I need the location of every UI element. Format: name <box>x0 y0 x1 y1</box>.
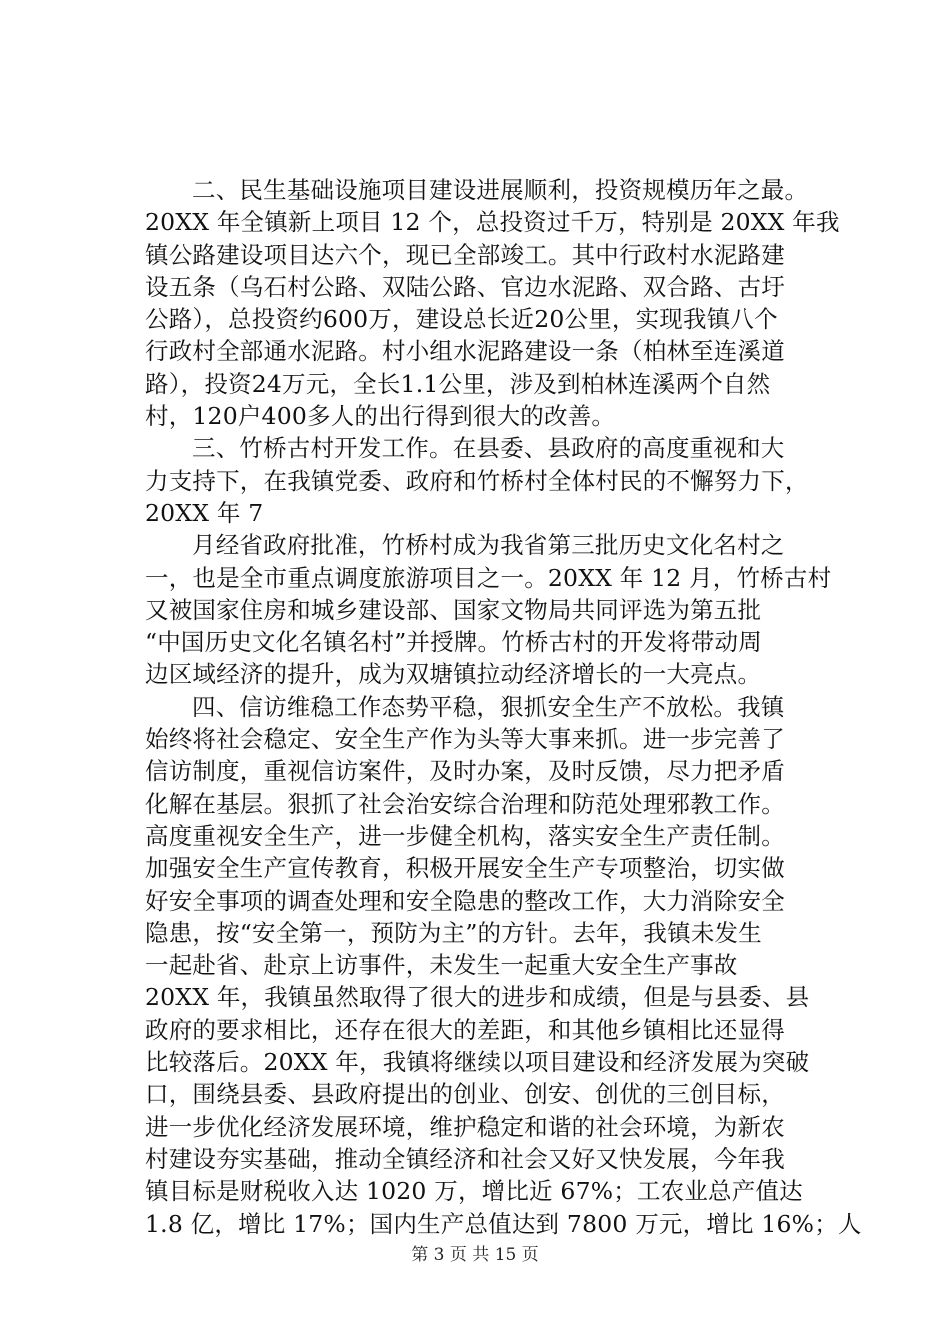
document-body <box>145 174 862 1240</box>
paragraph-line: 四、信访维稳工作态势平稳，狠抓安全生产不放松。我镇 <box>192 692 785 721</box>
paragraph-line: 20XX 年 7 <box>145 498 264 527</box>
paragraph-line: 三、竹桥古村开发工作。在县委、县政府的高度重视和大 <box>192 434 785 463</box>
paragraph-line: 口，围绕县委、县政府提出的创业、创安、创优的三创目标， <box>145 1080 785 1109</box>
paragraph-line: 村，120户400多人的出行得到很大的改善。 <box>145 402 616 431</box>
paragraph-line: 进一步优化经济发展环境，维护稳定和谐的社会环境，为新农 <box>145 1112 785 1141</box>
paragraph-line: 二、民生基础设施项目建设进展顺利，投资规模历年之最。 <box>192 176 809 204</box>
paragraph-line: 隐患，按“安全第一，预防为主”的方针。去年，我镇未发生 <box>145 918 762 947</box>
paragraph-line: 一，也是全市重点调度旅游项目之一。20XX 年 12 月，竹桥古村 <box>145 563 832 592</box>
paragraph-line: 政府的要求相比，还存在很大的差距，和其他乡镇相比还显得 <box>145 1015 785 1044</box>
paragraph-line: 月经省政府批准，竹桥村成为我省第三批历史文化名村之 <box>192 531 785 560</box>
paragraph-line: 路），投资24万元，全长1.1公里，涉及到柏林连溪两个自然 <box>145 369 771 398</box>
paragraph-line: 好安全事项的调查处理和安全隐患的整改工作，大力消除安全 <box>145 886 785 915</box>
paragraph-line: 行政村全部通水泥路。村小组水泥路建设一条（柏林至连溪道 <box>145 337 785 366</box>
paragraph-line: 始终将社会稳定、安全生产作为头等大事来抓。进一步完善了 <box>145 725 785 754</box>
paragraph-line: “中国历史文化名镇名村”并授牌。竹桥古村的开发将带动周 <box>145 628 762 657</box>
paragraph-line: 力支持下，在我镇党委、政府和竹桥村全体村民的不懈努力下， <box>145 466 809 495</box>
paragraph-line: 设五条（乌石村公路、双陆公路、官边水泥路、双合路、古圩 <box>145 272 785 301</box>
paragraph-line: 20XX 年，我镇虽然取得了很大的进步和成绩，但是与县委、县 <box>145 983 810 1012</box>
paragraph-line: 镇公路建设项目达六个，现已全部竣工。其中行政村水泥路建 <box>145 240 785 269</box>
paragraph-line: 1.8 亿，增比 17%；国内生产总值达到 7800 万元，增比 16%；人 <box>145 1209 862 1238</box>
paragraph-line: 比较落后。20XX 年，我镇将继续以项目建设和经济发展为突破 <box>145 1048 810 1077</box>
paragraph-line: 化解在基层。狠抓了社会治安综合治理和防范处理邪教工作。 <box>145 789 785 818</box>
page-footer <box>0 1244 950 1266</box>
paragraph-line: 加强安全生产宣传教育，积极开展安全生产专项整治，切实做 <box>145 854 785 883</box>
paragraph-line: 边区域经济的提升，成为双塘镇拉动经济增长的一大亮点。 <box>145 660 762 689</box>
paragraph-line: 村建设夯实基础，推动全镇经济和社会又好又快发展，今年我 <box>145 1144 785 1173</box>
page-number-label: 第 3 页 共 15 页 <box>411 1245 539 1265</box>
paragraph-line: 一起赴省、赴京上访事件，未发生一起重大安全生产事故 <box>145 951 738 980</box>
paragraph-line: 公路），总投资约600万，建设总长近20公里，实现我镇八个 <box>145 305 778 334</box>
paragraph-line: 信访制度，重视信访案件，及时办案，及时反馈，尽力把矛盾 <box>145 757 785 786</box>
paragraph-line: 镇目标是财税收入达 1020 万，增比近 67%；工农业总产值达 <box>145 1177 803 1206</box>
paragraph-line: 又被国家住房和城乡建设部、国家文物局共同评选为第五批 <box>145 595 762 624</box>
paragraph-line: 20XX 年全镇新上项目 12 个，总投资过千万，特别是 20XX 年我 <box>145 208 840 237</box>
paragraph-line: 高度重视安全生产，进一步健全机构，落实安全生产责任制。 <box>145 821 785 850</box>
